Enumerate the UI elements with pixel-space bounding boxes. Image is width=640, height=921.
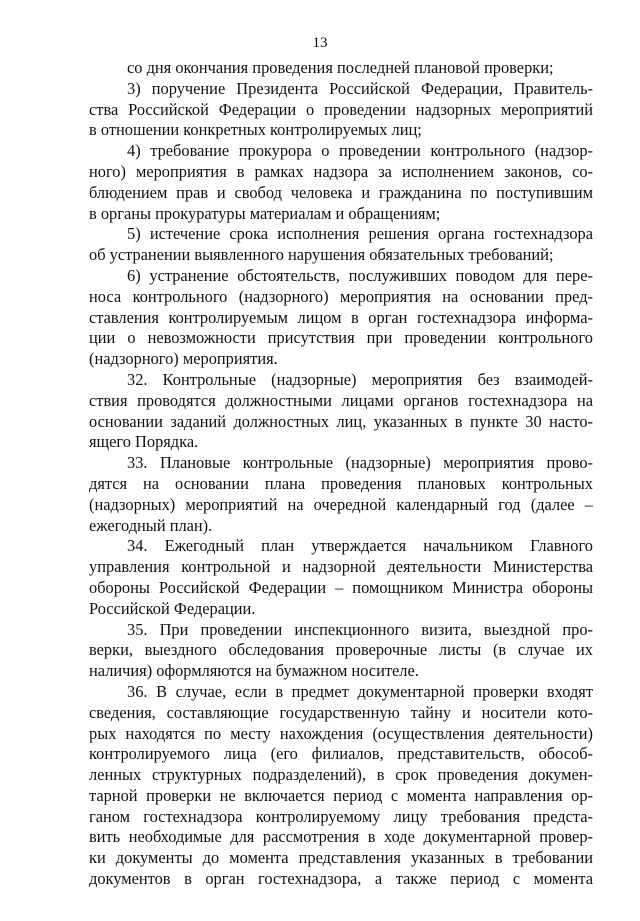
paragraph-item-4 xyxy=(89,141,593,224)
paragraph-p1-end xyxy=(89,58,593,79)
text-line: обороны Российской Федерации – помощником Министра обороны xyxy=(89,577,593,597)
paragraph-clause-35 xyxy=(89,620,593,682)
text-line: ствия проводятся должностными лицами органов гостехнадзора на xyxy=(89,390,593,410)
text-line: управления контрольной и надзорной деятельности Министерства xyxy=(89,557,593,577)
text-line: 32. Контрольные (надзорные) мероприятия без взаимодей- xyxy=(127,369,593,389)
page-number: 13 xyxy=(312,35,328,51)
text-line: со дня окончания проведения последней плановой проверки; xyxy=(127,58,554,77)
text-line: 5) истечение срока исполнения решения органа гостехнадзора xyxy=(127,224,593,244)
text-line: 36. В случае, если в предмет документарной проверки входят xyxy=(127,681,593,701)
text-line: ежегодный план). xyxy=(89,515,213,535)
text-line: 3) поручение Президента Российской Федерации, Правитель- xyxy=(127,78,593,98)
text-line: (надзорного) мероприятия. xyxy=(89,349,278,369)
text-line: ящего Порядка. xyxy=(89,432,199,452)
text-line: верки, выездного обследования проверочные листы (в случае их xyxy=(89,640,593,660)
paragraph-clause-34 xyxy=(89,536,593,619)
text-line: 35. При проведении инспекционного визита, выездной про- xyxy=(127,619,593,639)
text-line: ганом гостехнадзора контролируемому лицу требования предста- xyxy=(89,806,593,826)
text-line: основании заданий должностных лиц, указанных в пункте 30 насто- xyxy=(89,411,593,431)
text-line: 33. Плановые контрольные (надзорные) мероприятия прово- xyxy=(127,453,593,473)
text-line: ки документы до момента представления указанных в требовании xyxy=(89,848,593,868)
text-line: сведения, составляющие государственную тайну и носители кото- xyxy=(89,702,593,722)
text-line: об устранении выявленного нарушения обязательных требований; xyxy=(89,245,554,265)
paragraph-item-6 xyxy=(89,266,593,370)
paragraph-clause-36 xyxy=(89,682,593,890)
text-line: наличия) оформляются на бумажном носителе. xyxy=(89,661,419,681)
text-line: (надзорных) мероприятий на очередной календарный год (далее – xyxy=(89,494,593,514)
text-line: тарной проверки не включается период с момента направления ор- xyxy=(89,785,593,805)
paragraph-clause-33 xyxy=(89,453,593,536)
text-line: носа контрольного (надзорного) мероприятия на основании пред- xyxy=(89,286,593,306)
document-body xyxy=(89,58,593,890)
text-line: ного) мероприятия в рамках надзора за исполнением законов, со- xyxy=(89,161,593,181)
text-line: Российской Федерации. xyxy=(89,598,256,618)
text-line: в органы прокуратуры материалам и обращениям; xyxy=(89,203,441,223)
text-line: документов в орган гостехнадзора, а также период с момента xyxy=(89,869,593,889)
text-line: вить необходимые для рассмотрения в ходе документарной провер- xyxy=(89,827,593,847)
text-line: ленных структурных подразделений), в срок проведения докумен- xyxy=(89,765,593,785)
text-line: ства Российской Федерации о проведении надзорных мероприятий xyxy=(89,99,593,119)
text-line: 6) устранение обстоятельств, послуживших поводом для пере- xyxy=(127,265,593,285)
text-line: ции о невозможности присутствия при проведении контрольного xyxy=(89,328,593,348)
text-line: 4) требование прокурора о проведении контрольного (надзор- xyxy=(127,141,593,161)
text-line: рых находятся по месту нахождения (осуществления деятельности) xyxy=(89,723,593,743)
paragraph-item-3 xyxy=(89,79,593,141)
text-line: 34. Ежегодный план утверждается начальником Главного xyxy=(127,536,593,556)
text-line: блюдением прав и свобод человека и гражданина по поступившим xyxy=(89,182,593,202)
text-line: ставления контролируемым лицом в орган гостехнадзора информа- xyxy=(89,307,593,327)
paragraph-item-5 xyxy=(89,224,593,266)
text-line: в отношении конкретных контролируемых лиц; xyxy=(89,120,422,140)
text-line: дятся на основании плана проведения плановых контрольных xyxy=(89,473,593,493)
text-line: контролируемого лица (его филиалов, представительств, обособ- xyxy=(89,744,593,764)
paragraph-clause-32 xyxy=(89,370,593,453)
